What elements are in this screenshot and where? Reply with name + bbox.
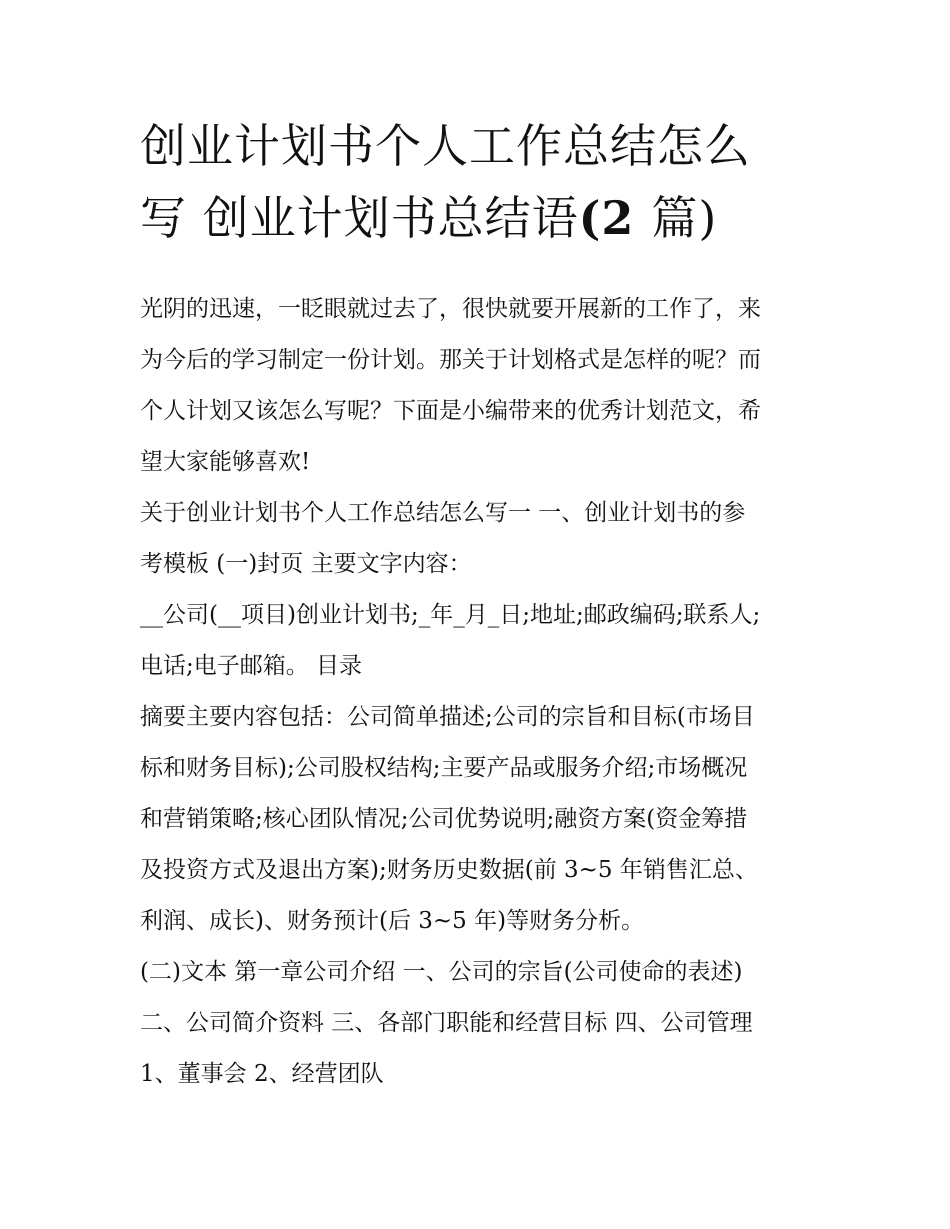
paragraph-line: 光阴的迅速，一眨眼就过去了，很快就要开展新的工作了，来 bbox=[140, 296, 761, 322]
paragraph-text-outline bbox=[140, 947, 820, 1100]
paragraph-line: 电话;电子邮箱。 目录 bbox=[140, 653, 363, 679]
paragraph-line: 望大家能够喜欢! bbox=[140, 449, 311, 475]
paragraph-line: 为今后的学习制定一份计划。那关于计划格式是怎样的呢？而 bbox=[140, 347, 761, 373]
paragraph-cover-content bbox=[140, 590, 820, 692]
paragraph-section-heading bbox=[140, 488, 820, 590]
title-line-2-count: (2 bbox=[578, 191, 652, 245]
paragraph-line: 1、董事会 2、经营团队 bbox=[140, 1061, 384, 1087]
title-line-2-text: 写 创业计划书总结语 bbox=[140, 191, 579, 245]
paragraph-line: 和营销策略;核心团队情况;公司优势说明;融资方案(资金筹措 bbox=[140, 806, 748, 832]
paragraph-line: 利润、成长)、财务预计(后 3~5 年)等财务分析。 bbox=[140, 908, 645, 934]
title-line-2 bbox=[140, 182, 820, 254]
document-title bbox=[140, 110, 820, 254]
title-line-1: 创业计划书个人工作总结怎么 bbox=[140, 119, 751, 173]
paragraph-line: 个人计划又该怎么写呢？下面是小编带来的优秀计划范文，希 bbox=[140, 398, 761, 424]
paragraph-line: 关于创业计划书个人工作总结怎么写一 一、创业计划书的参 bbox=[140, 500, 746, 526]
paragraph-line: 二、公司简介资料 三、各部门职能和经营目标 四、公司管理 bbox=[140, 1010, 753, 1036]
paragraph-line: 考模板 (一)封页 主要文字内容： bbox=[140, 551, 472, 577]
title-line-2-suffix: 篇) bbox=[651, 191, 718, 245]
paragraph-line: (二)文本 第一章公司介绍 一、公司的宗旨(公司使命的表述) bbox=[140, 959, 743, 985]
paragraph-summary bbox=[140, 692, 820, 947]
paragraph-line: 摘要主要内容包括：公司简单描述;公司的宗旨和目标(市场目 bbox=[140, 704, 755, 730]
paragraph-line: __公司(__项目)创业计划书;_年_月_日;地址;邮政编码;联系人; bbox=[140, 602, 761, 628]
paragraph-intro bbox=[140, 284, 820, 488]
paragraph-line: 标和财务目标);公司股权结构;主要产品或服务介绍;市场概况 bbox=[140, 755, 748, 781]
document-body bbox=[140, 284, 820, 1100]
paragraph-line: 及投资方式及退出方案);财务历史数据(前 3~5 年销售汇总、 bbox=[140, 857, 758, 883]
document-page bbox=[140, 110, 820, 1100]
